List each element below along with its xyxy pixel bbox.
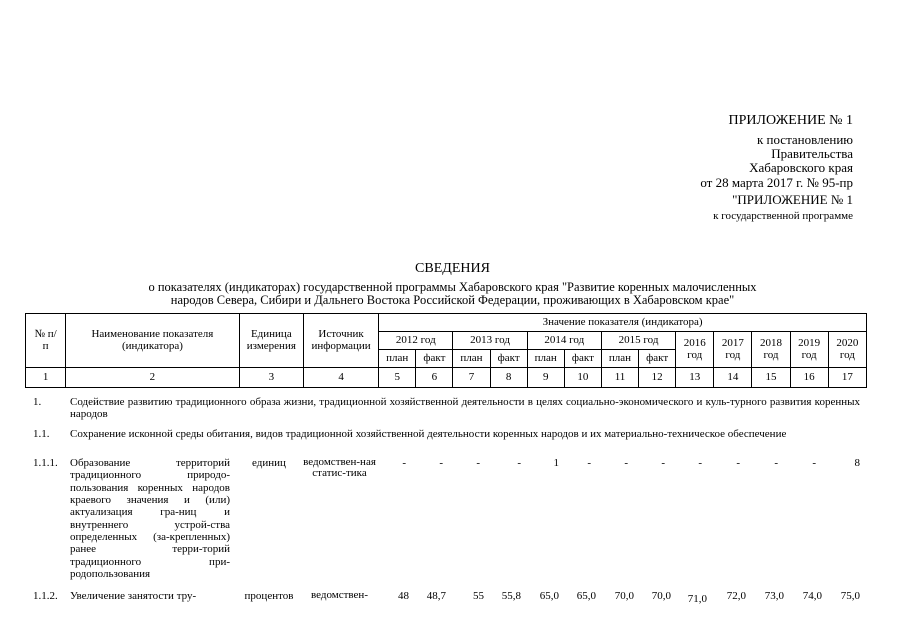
header-fact: факт: [490, 350, 527, 368]
column-number: 14: [714, 368, 752, 388]
annex-line: от 28 марта 2017 г. № 95-пр: [700, 175, 853, 190]
annex-line: "ПРИЛОЖЕНИЕ № 1: [732, 192, 853, 207]
indicator-name: Увеличение занятости тру-: [70, 590, 197, 602]
column-number: 13: [676, 368, 714, 388]
annex-line: Правительства: [771, 146, 853, 161]
value-cell: 55,8: [501, 590, 521, 602]
value-cell: 65,0: [576, 590, 596, 602]
document-subtitle-line: народов Севера, Сибири и Дальнего Востока Российской Федерации, проживающих в Хабаровском крае": [170, 293, 735, 307]
indicators-table-header: [25, 313, 867, 388]
header-fact: факт: [416, 350, 453, 368]
column-number: 6: [416, 368, 453, 388]
header-plan: план: [527, 350, 564, 368]
value-cell: 75,0: [840, 590, 860, 602]
header-year: 2014 год: [527, 332, 601, 350]
header-name: Наименование показателя (индикатора): [66, 314, 240, 368]
header-year: 2015 год: [601, 332, 675, 350]
value-cell: 8: [854, 457, 860, 469]
value-cell: -: [439, 457, 443, 469]
column-number: 1: [26, 368, 66, 388]
header-fact: факт: [564, 350, 601, 368]
column-number: 9: [527, 368, 564, 388]
column-number: 10: [564, 368, 601, 388]
value-cell: 71,0: [687, 593, 707, 605]
value-cell: -: [587, 457, 591, 469]
annex-heading: ПРИЛОЖЕНИЕ № 1: [728, 113, 853, 128]
document-subtitle-line: о показателях (индикаторах) государственной программы Хабаровского края "Развитие коренных малочисленных: [148, 280, 757, 294]
column-number: 3: [239, 368, 303, 388]
row-number: 1.1.2.: [33, 590, 58, 602]
value-cell: 65,0: [539, 590, 559, 602]
column-number: 11: [601, 368, 638, 388]
header-fact: факт: [639, 350, 676, 368]
value-cell: 48: [398, 590, 409, 602]
indicator-name: Образование территорий традиционного природо-пользования коренных народов краевого значения и (или) актуализация гра-ниц и внутреннего устрой-ства определенных (за-крепленных) ранее терри-торий традиционного при-родопользования: [70, 457, 230, 580]
value-cell: 55: [473, 590, 484, 602]
column-number: 12: [639, 368, 676, 388]
section-text: Сохранение исконной среды обитания, видов традиционной хозяйственной деятельности коренных народов и их материально-техническое обеспечение: [70, 428, 787, 440]
header-year: 2013 год: [453, 332, 527, 350]
column-numbers-row: [26, 368, 867, 388]
indicator-source: ведомствен-: [311, 589, 368, 601]
annex-line: к государственной программе: [713, 210, 853, 222]
value-cell: -: [402, 457, 406, 469]
value-cell: -: [517, 457, 521, 469]
column-number: 5: [379, 368, 416, 388]
header-source: Источник информации: [303, 314, 378, 368]
column-number: 15: [752, 368, 790, 388]
value-cell: -: [698, 457, 702, 469]
value-cell: -: [624, 457, 628, 469]
indicator-source: ведомствен-ная статис-тика: [303, 456, 376, 479]
column-number: 2: [66, 368, 240, 388]
column-number: 17: [828, 368, 866, 388]
value-cell: -: [812, 457, 816, 469]
header-year: 2016 год: [676, 332, 714, 368]
value-cell: 70,0: [614, 590, 634, 602]
document-title: СВЕДЕНИЯ: [415, 261, 490, 276]
value-cell: -: [476, 457, 480, 469]
indicator-unit: процентов: [244, 590, 294, 602]
header-year: 2012 год: [379, 332, 453, 350]
value-cell: -: [774, 457, 778, 469]
annex-line: к постановлению: [756, 132, 853, 147]
value-cell: 70,0: [651, 590, 671, 602]
header-plan: план: [379, 350, 416, 368]
column-number: 7: [453, 368, 490, 388]
indicator-unit: единиц: [252, 457, 286, 469]
header-year: 2020 год: [828, 332, 866, 368]
row-number: 1.1.1.: [33, 457, 58, 469]
value-cell: 1: [553, 457, 559, 469]
header-num: № п/п: [26, 314, 66, 368]
header-year: 2017 год: [714, 332, 752, 368]
annex-line: Хабаровского края: [749, 160, 853, 175]
header-plan: план: [453, 350, 490, 368]
value-cell: -: [661, 457, 665, 469]
header-value-group: Значение показателя (индикатора): [379, 314, 867, 332]
header-unit: Единица измерения: [239, 314, 303, 368]
value-cell: 72,0: [726, 590, 746, 602]
header-year: 2018 год: [752, 332, 790, 368]
value-cell: 48,7: [426, 590, 446, 602]
column-number: 4: [303, 368, 378, 388]
header-plan: план: [601, 350, 638, 368]
header-year: 2019 год: [790, 332, 828, 368]
section-text: Содействие развитию традиционного образа жизни, традиционной хозяйственной деятельности в целях социально-экономического и куль-турного развития коренных народов: [70, 396, 860, 421]
value-cell: -: [736, 457, 740, 469]
value-cell: 74,0: [802, 590, 822, 602]
section-number: 1.1.: [33, 428, 50, 440]
column-number: 8: [490, 368, 527, 388]
section-number: 1.: [33, 396, 42, 408]
column-number: 16: [790, 368, 828, 388]
value-cell: 73,0: [764, 590, 784, 602]
